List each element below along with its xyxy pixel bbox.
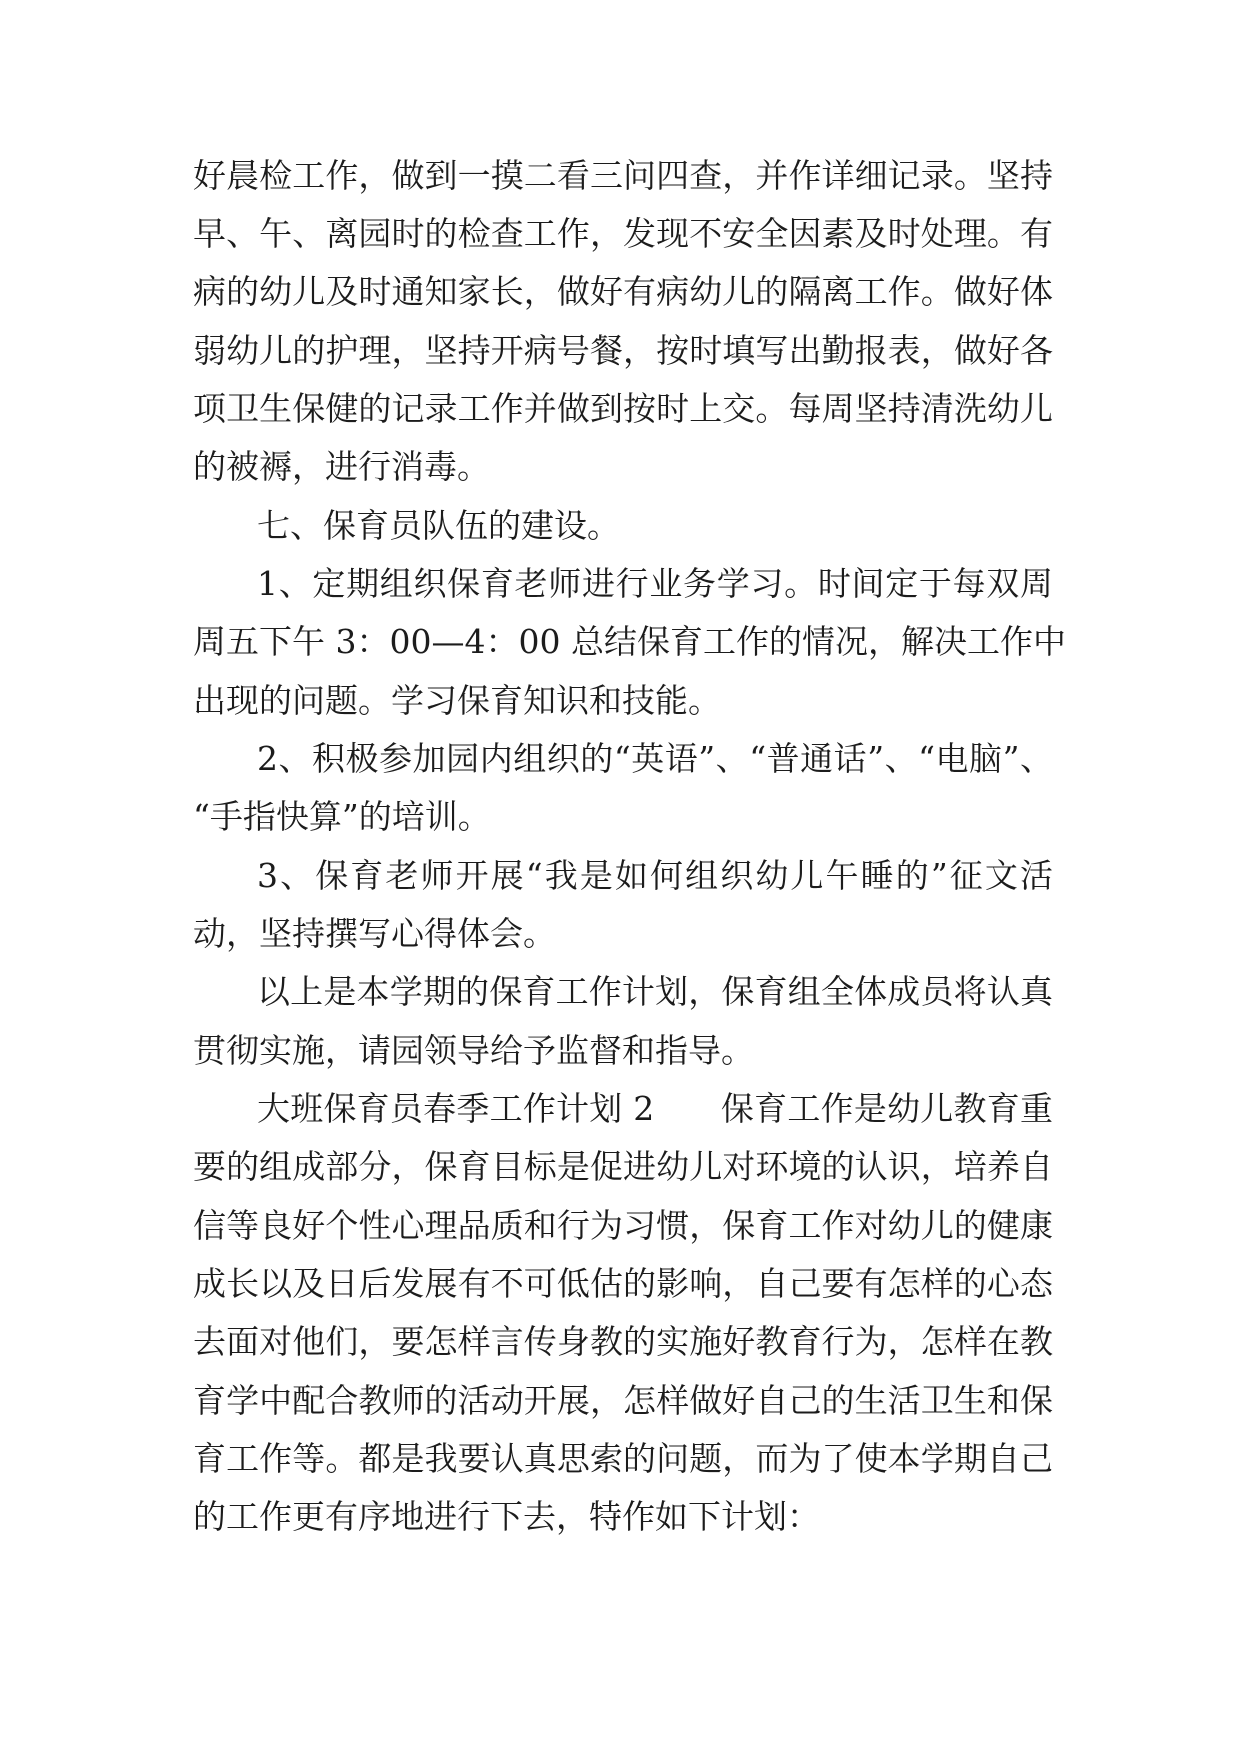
text-line: 出现的问题。学习保育知识和技能。 bbox=[193, 681, 721, 720]
text-line: 好晨检工作，做到一摸二看三问四查，并作详细记录。坚持 bbox=[193, 156, 1053, 195]
text-line: 去面对他们，要怎样言传身教的实施好教育行为，怎样在教 bbox=[193, 1322, 1053, 1361]
text-line: 3、保育老师开展“我是如何组织幼儿午睡的”征文活 bbox=[257, 856, 1053, 895]
text-line: 的工作更有序地进行下去，特作如下计划： bbox=[193, 1497, 820, 1536]
text-line: 1、定期组织保育老师进行业务学习。时间定于每双周 bbox=[257, 564, 1053, 603]
text-line: 的被褥，进行消毒。 bbox=[193, 447, 490, 486]
text-line: 项卫生保健的记录工作并做到按时上交。每周坚持清洗幼儿 bbox=[193, 389, 1053, 428]
text-line: 成长以及日后发展有不可低估的影响，自己要有怎样的心态 bbox=[193, 1264, 1053, 1303]
text-line: 大班保育员春季工作计划 2 保育工作是幼儿教育重 bbox=[257, 1089, 1053, 1128]
text-line: 弱幼儿的护理，坚持开病号餐，按时填写出勤报表，做好各 bbox=[193, 331, 1053, 370]
text-line: 病的幼儿及时通知家长，做好有病幼儿的隔离工作。做好体 bbox=[193, 272, 1053, 311]
text-line: 育学中配合教师的活动开展，怎样做好自己的生活卫生和保 bbox=[193, 1381, 1053, 1420]
text-line: 要的组成部分，保育目标是促进幼儿对环境的认识，培养自 bbox=[193, 1147, 1053, 1186]
text-line: 以上是本学期的保育工作计划，保育组全体成员将认真 bbox=[257, 972, 1053, 1011]
text-line: 贯彻实施，请园领导给予监督和指导。 bbox=[193, 1031, 754, 1070]
text-line: “手指快算”的培训。 bbox=[193, 797, 491, 836]
text-line: 育工作等。都是我要认真思索的问题，而为了使本学期自己 bbox=[193, 1439, 1053, 1478]
text-line: 2、积极参加园内组织的“英语”、“普通话”、“电脑”、 bbox=[257, 739, 1053, 778]
text-line: 信等良好个性心理品质和行为习惯，保育工作对幼儿的健康 bbox=[193, 1206, 1053, 1245]
text-line: 早、午、离园时的检查工作，发现不安全因素及时处理。有 bbox=[193, 214, 1053, 253]
text-line: 周五下午 3：00—4：00 总结保育工作的情况，解决工作中 bbox=[193, 622, 1066, 661]
section-heading: 七、保育员队伍的建设。 bbox=[257, 506, 620, 545]
text-line: 动，坚持撰写心得体会。 bbox=[193, 914, 556, 953]
